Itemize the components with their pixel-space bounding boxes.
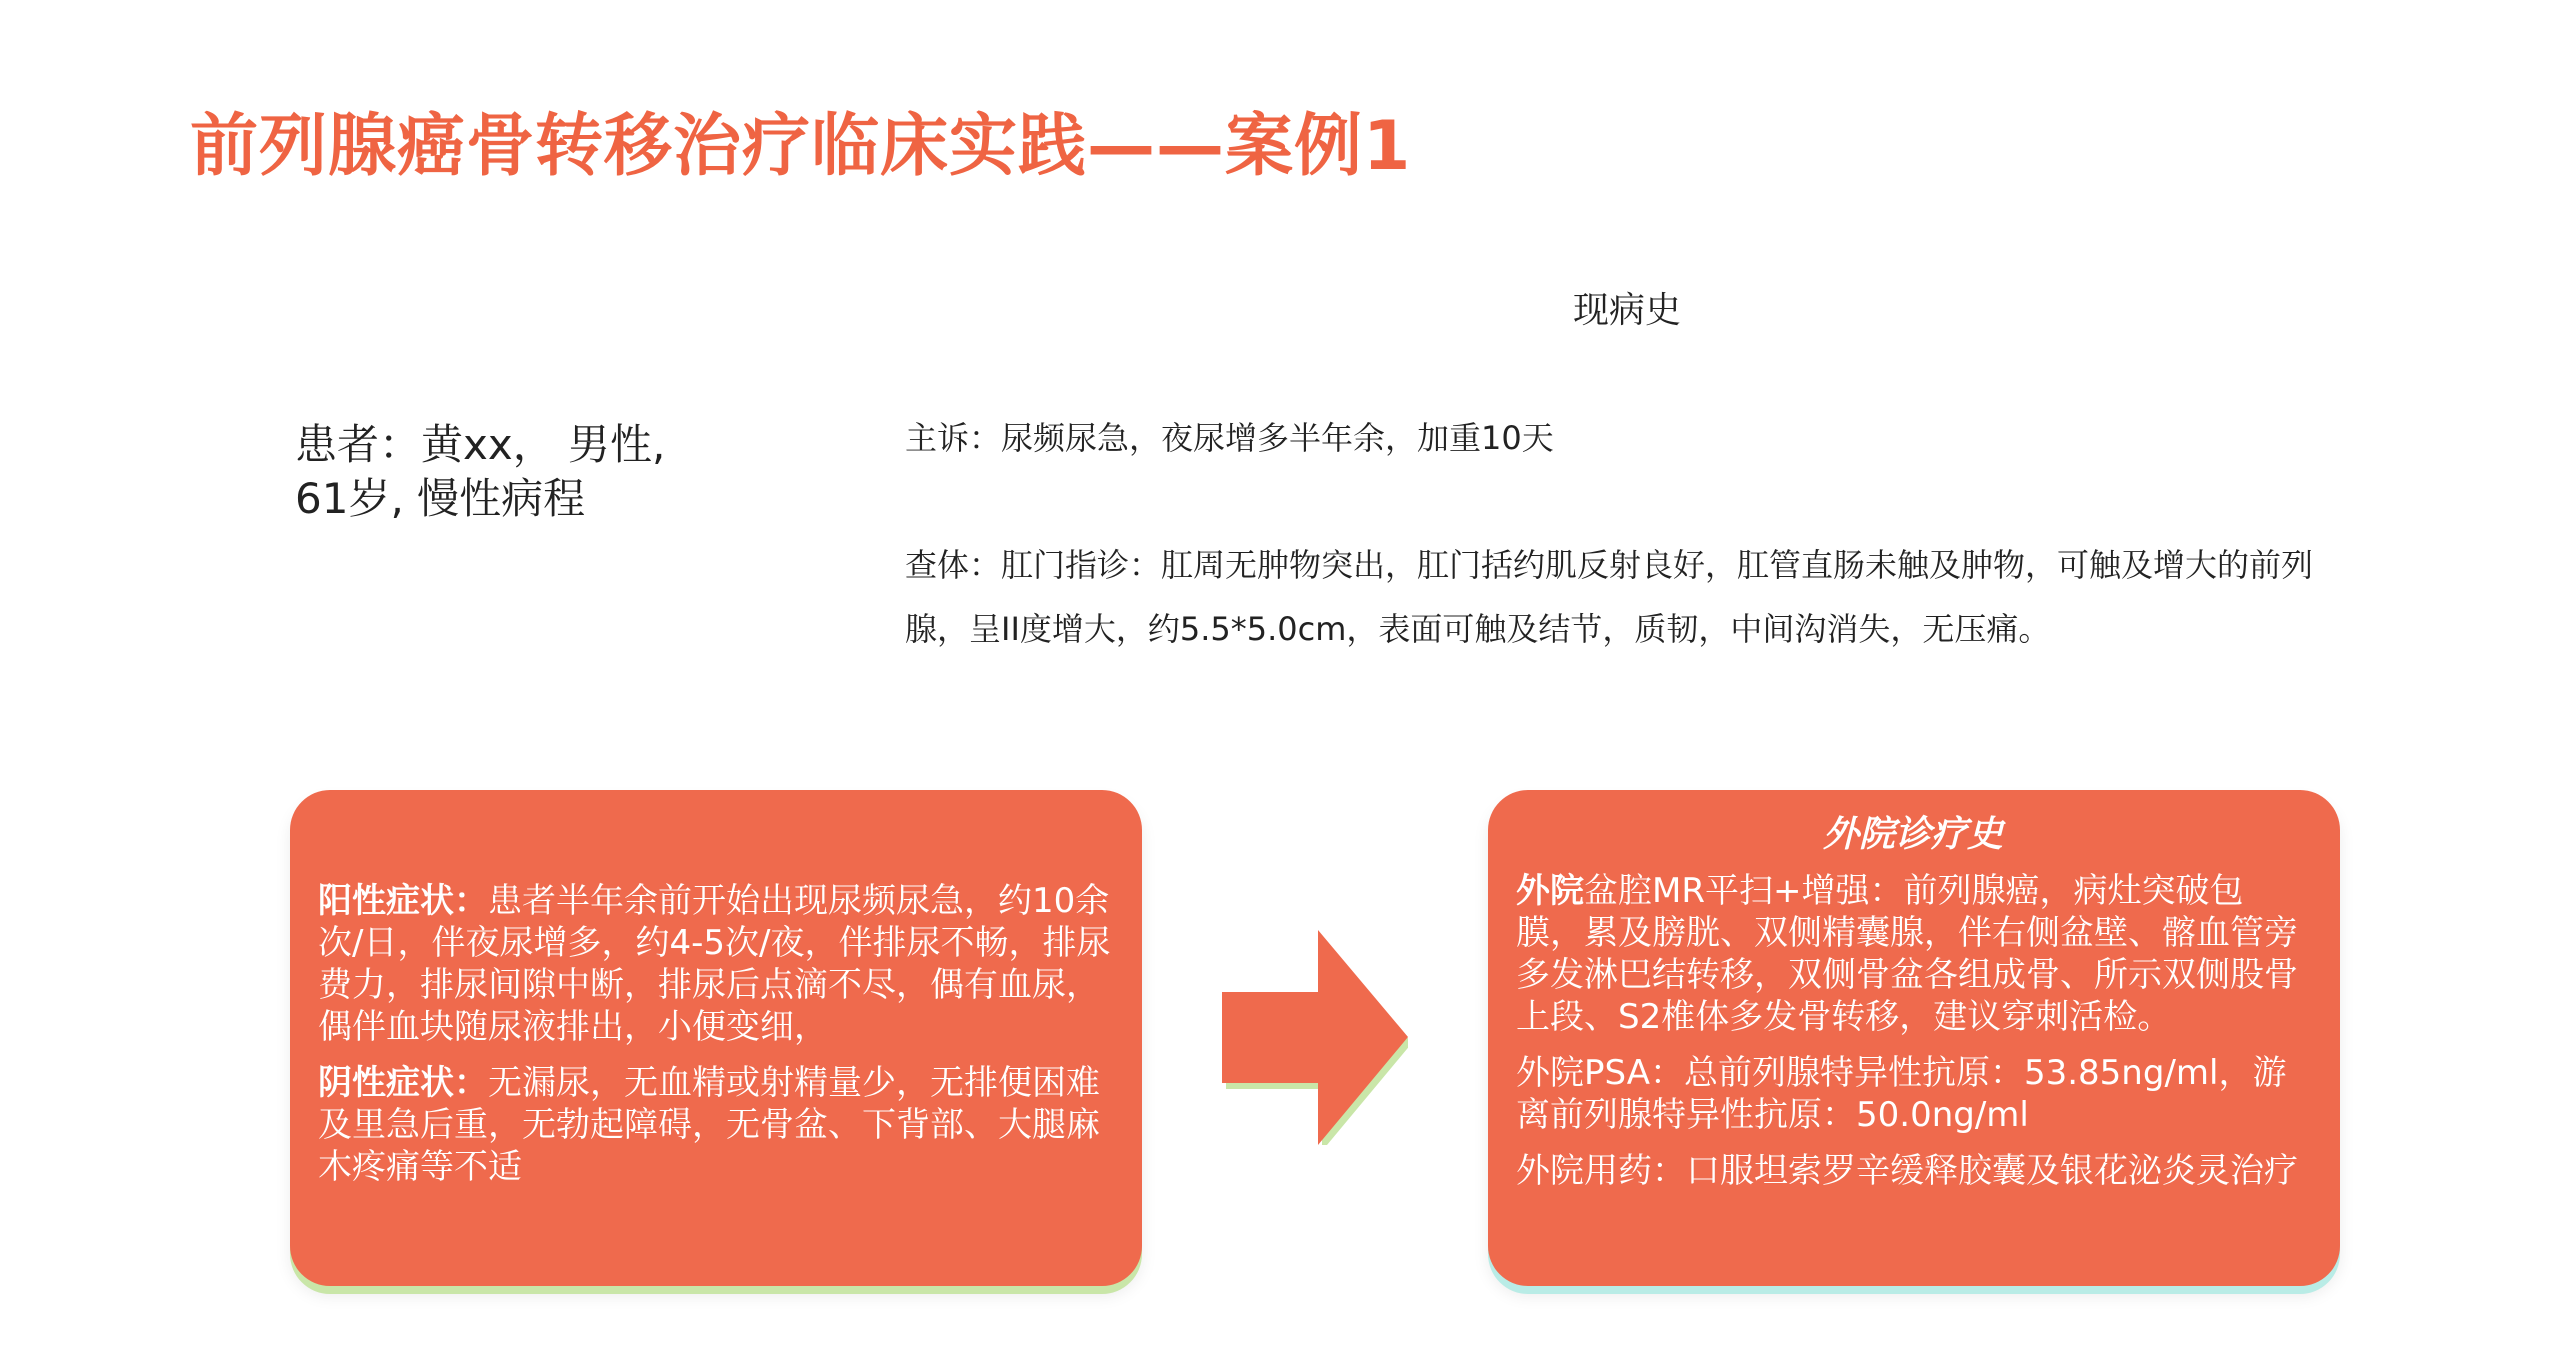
patient-info-line1: 患者：黄xx， 男性, [295, 420, 666, 469]
negative-symptoms-label: 阴性症状： [318, 1063, 488, 1103]
positive-symptoms-text: 患者半年余前开始出现尿频尿急，约10余次/日，伴夜尿增多，约4-5次/夜，伴排尿不畅，排尿费力，排尿间隙中断，排尿后点滴不尽，偶有血尿，偶伴血块随尿液排出，小便变细， [318, 881, 1111, 1047]
patient-info-line2: 61岁, 慢性病程 [295, 474, 586, 523]
negative-symptoms-text: 无漏尿，无血精或射精量少，无排便困难及里急后重，无勃起障碍，无骨盆、下背部、大腿麻木疼痛等不适 [318, 1063, 1100, 1187]
mr-finding [1516, 870, 2310, 1038]
outside-treatment-card [1488, 790, 2340, 1286]
chief-complaint: 主诉：尿频尿急，夜尿增多半年余，加重10天 [905, 419, 1554, 457]
symptoms-card [290, 790, 1142, 1286]
psa-result: 外院PSA：总前列腺特异性抗原：53.85ng/ml，游离前列腺特异性抗原：50.0ng/ml [1516, 1053, 2287, 1135]
arrow-right-icon [1222, 930, 1408, 1145]
outside-treatment-title: 外院诊疗史 [1822, 814, 2003, 855]
history-heading: 现病史 [1573, 290, 1682, 331]
positive-symptoms [318, 880, 1112, 1048]
negative-symptoms [318, 1062, 1112, 1188]
patient-info [295, 418, 755, 526]
positive-symptoms-label: 阳性症状： [318, 881, 488, 921]
mr-finding-label: 外院 [1516, 871, 1584, 911]
medication: 外院用药：口服坦索罗辛缓释胶囊及银花泌炎灵治疗 [1516, 1151, 2298, 1191]
mr-finding-text: 盆腔MR平扫+增强：前列腺癌，病灶突破包膜，累及膀胱、双侧精囊腺，伴右侧盆壁、髂血管旁多发淋巴结转移，双侧骨盆各组成骨、所示双侧股骨上段、S2椎体多发骨转移，建议穿刺活检。 [1516, 871, 2298, 1037]
page-title: 前列腺癌骨转移治疗临床实践——案例1 [190, 107, 1412, 186]
physical-exam: 查体：肛门指诊：肛周无肿物突出，肛门括约肌反射良好，肛管直肠未触及肿物，可触及增大的前列腺，呈II度增大，约5.5*5.0cm，表面可触及结节，质韧，中间沟消失，无压痛。 [905, 546, 2314, 648]
